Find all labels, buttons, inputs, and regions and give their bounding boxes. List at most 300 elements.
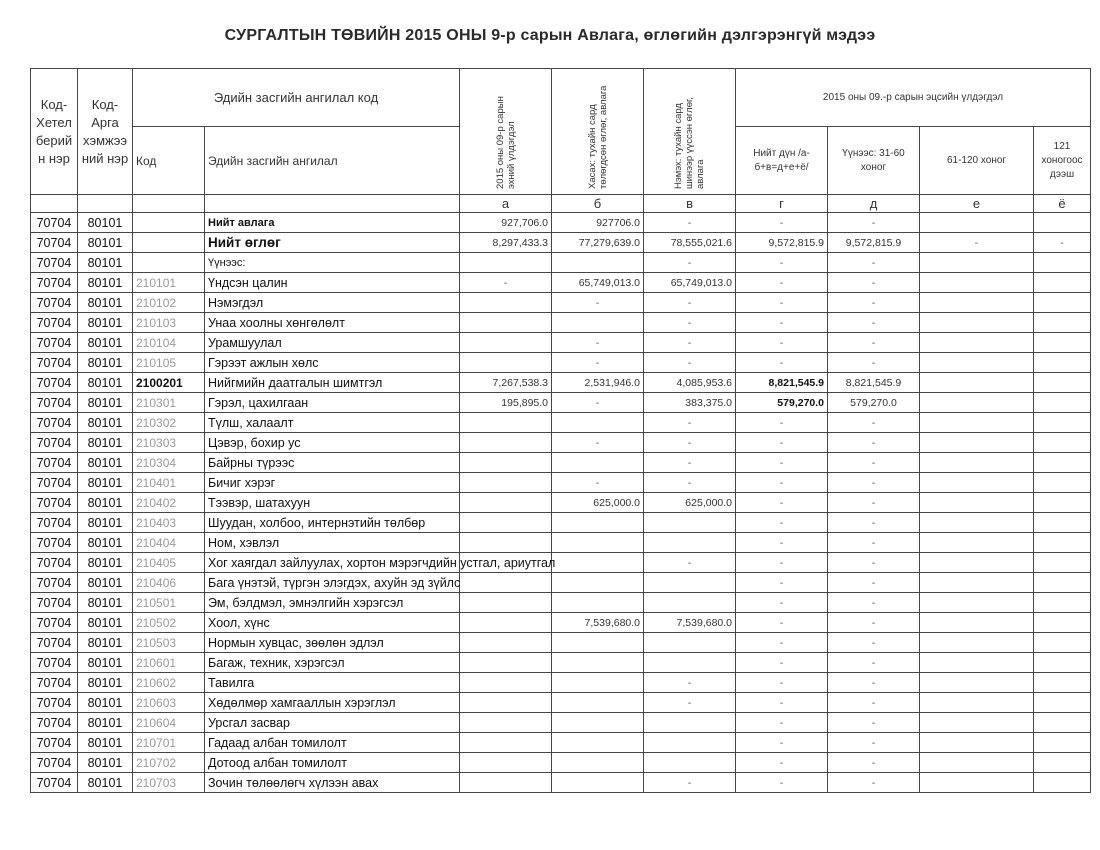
cell-program: 70704	[31, 293, 78, 313]
cell-name: Дотоод албан томилолт	[205, 753, 460, 773]
cell-decrease	[552, 713, 644, 733]
cell-121	[1034, 693, 1091, 713]
cell-121	[1034, 593, 1091, 613]
cell-31-60: -	[828, 653, 920, 673]
table-row	[31, 233, 1091, 253]
cell-name: Багаж, техник, хэрэгсэл	[205, 653, 460, 673]
cell-121	[1034, 253, 1091, 273]
cell-decrease	[552, 513, 644, 533]
cell-61-120	[920, 373, 1034, 393]
cell-name: Нийт өглөг	[205, 233, 460, 253]
cell-total: -	[736, 293, 828, 313]
table-row	[31, 673, 1091, 693]
cell-increase: 383,375.0	[644, 393, 736, 413]
cell-decrease: -	[552, 293, 644, 313]
letter-d: д	[828, 195, 920, 213]
cell-code: 210101	[133, 273, 205, 293]
cell-increase: -	[644, 213, 736, 233]
cell-121	[1034, 313, 1091, 333]
cell-31-60: -	[828, 633, 920, 653]
cell-increase: -	[644, 253, 736, 273]
cell-61-120	[920, 613, 1034, 633]
cell-activity: 80101	[78, 573, 133, 593]
cell-activity: 80101	[78, 493, 133, 513]
cell-name: Үндсэн цалин	[205, 273, 460, 293]
cell-program: 70704	[31, 653, 78, 673]
cell-total: -	[736, 633, 828, 653]
cell-121	[1034, 393, 1091, 413]
cell-61-120	[920, 673, 1034, 693]
cell-activity: 80101	[78, 753, 133, 773]
letter-b: б	[552, 195, 644, 213]
cell-activity: 80101	[78, 673, 133, 693]
cell-activity: 80101	[78, 593, 133, 613]
cell-activity: 80101	[78, 213, 133, 233]
cell-decrease	[552, 633, 644, 653]
cell-total: -	[736, 673, 828, 693]
cell-61-120	[920, 513, 1034, 533]
cell-total: -	[736, 353, 828, 373]
cell-program: 70704	[31, 533, 78, 553]
col-header-increase: Нэмэх: тухайн сард шинээр үүссэн өглөг, авлага	[644, 69, 736, 195]
cell-name: Бичиг хэрэг	[205, 473, 460, 493]
cell-code: 210601	[133, 653, 205, 673]
cell-code: 210702	[133, 753, 205, 773]
cell-opening: 7,267,538.3	[460, 373, 552, 393]
cell-decrease: 927706.0	[552, 213, 644, 233]
cell-decrease	[552, 773, 644, 793]
cell-activity: 80101	[78, 293, 133, 313]
cell-opening	[460, 753, 552, 773]
cell-name: Түлш, халаалт	[205, 413, 460, 433]
cell-31-60: -	[828, 753, 920, 773]
cell-increase: -	[644, 413, 736, 433]
cell-121	[1034, 513, 1091, 533]
cell-opening	[460, 253, 552, 273]
cell-program: 70704	[31, 413, 78, 433]
cell-code: 210403	[133, 513, 205, 533]
cell-activity: 80101	[78, 433, 133, 453]
cell-total: -	[736, 213, 828, 233]
cell-61-120	[920, 733, 1034, 753]
cell-name: Унаа хоолны хөнгөлөлт	[205, 313, 460, 333]
cell-name: Шуудан, холбоо, интернэтийн төлбөр	[205, 513, 460, 533]
cell-code: 210503	[133, 633, 205, 653]
cell-61-120	[920, 393, 1034, 413]
cell-31-60: -	[828, 693, 920, 713]
cell-opening	[460, 633, 552, 653]
cell-program: 70704	[31, 593, 78, 613]
cell-61-120	[920, 693, 1034, 713]
cell-31-60: -	[828, 673, 920, 693]
table-row	[31, 273, 1091, 293]
cell-decrease	[552, 533, 644, 553]
cell-61-120	[920, 353, 1034, 373]
cell-total: -	[736, 693, 828, 713]
cell-code: 210604	[133, 713, 205, 733]
cell-name: Нийт авлага	[205, 213, 460, 233]
cell-decrease	[552, 733, 644, 753]
cell-name: Гадаад албан томилолт	[205, 733, 460, 753]
cell-opening	[460, 513, 552, 533]
cell-increase: -	[644, 333, 736, 353]
cell-121	[1034, 213, 1091, 233]
letter-e: е	[920, 195, 1034, 213]
cell-program: 70704	[31, 393, 78, 413]
cell-total: -	[736, 333, 828, 353]
cell-31-60: -	[828, 413, 920, 433]
cell-activity: 80101	[78, 553, 133, 573]
cell-121	[1034, 433, 1091, 453]
cell-increase	[644, 633, 736, 653]
cell-61-120	[920, 413, 1034, 433]
cell-code: 210304	[133, 453, 205, 473]
cell-code: 210402	[133, 493, 205, 513]
cell-opening: 927,706.0	[460, 213, 552, 233]
table-row	[31, 393, 1091, 413]
table-row	[31, 293, 1091, 313]
cell-total: -	[736, 533, 828, 553]
cell-31-60: -	[828, 513, 920, 533]
cell-name: Нийгмийн даатгалын шимтгэл	[205, 373, 460, 393]
cell-activity: 80101	[78, 613, 133, 633]
cell-decrease: -	[552, 433, 644, 453]
cell-opening	[460, 613, 552, 633]
cell-decrease	[552, 553, 644, 573]
cell-decrease: -	[552, 393, 644, 413]
cell-activity: 80101	[78, 353, 133, 373]
cell-total: -	[736, 613, 828, 633]
cell-program: 70704	[31, 313, 78, 333]
cell-increase: -	[644, 693, 736, 713]
cell-opening	[460, 653, 552, 673]
cell-61-120	[920, 493, 1034, 513]
cell-61-120	[920, 753, 1034, 773]
cell-code: 210103	[133, 313, 205, 333]
cell-61-120	[920, 253, 1034, 273]
cell-total: -	[736, 773, 828, 793]
cell-increase: -	[644, 353, 736, 373]
table-row	[31, 313, 1091, 333]
cell-activity: 80101	[78, 513, 133, 533]
cell-opening: 8,297,433.3	[460, 233, 552, 253]
cell-opening	[460, 313, 552, 333]
cell-code: 210105	[133, 353, 205, 373]
table-row	[31, 573, 1091, 593]
cell-31-60: -	[828, 333, 920, 353]
cell-program: 70704	[31, 373, 78, 393]
cell-program: 70704	[31, 773, 78, 793]
cell-program: 70704	[31, 713, 78, 733]
cell-code	[133, 213, 205, 233]
cell-31-60: -	[828, 553, 920, 573]
cell-code: 210104	[133, 333, 205, 353]
cell-121	[1034, 333, 1091, 353]
cell-activity: 80101	[78, 373, 133, 393]
col-header-61-120-days: 61-120 хоног	[920, 127, 1034, 195]
col-header-121-days: 121 хоногоос дээш	[1034, 127, 1091, 195]
cell-121	[1034, 633, 1091, 653]
cell-program: 70704	[31, 493, 78, 513]
cell-opening	[460, 673, 552, 693]
cell-31-60: -	[828, 493, 920, 513]
table-body	[31, 213, 1091, 793]
cell-31-60: -	[828, 713, 920, 733]
cell-program: 70704	[31, 693, 78, 713]
cell-opening	[460, 413, 552, 433]
cell-decrease	[552, 673, 644, 693]
table-row	[31, 653, 1091, 673]
cell-total: -	[736, 413, 828, 433]
cell-increase	[644, 593, 736, 613]
cell-program: 70704	[31, 633, 78, 653]
cell-program: 70704	[31, 453, 78, 473]
letter-yo: ё	[1034, 195, 1091, 213]
cell-opening	[460, 333, 552, 353]
cell-increase	[644, 713, 736, 733]
cell-code: 210302	[133, 413, 205, 433]
cell-decrease	[552, 753, 644, 773]
table-row	[31, 593, 1091, 613]
cell-61-120	[920, 773, 1034, 793]
table-row	[31, 253, 1091, 273]
cell-31-60: -	[828, 473, 920, 493]
cell-activity: 80101	[78, 273, 133, 293]
cell-name: Гэрээт ажлын хөлс	[205, 353, 460, 373]
cell-61-120	[920, 293, 1034, 313]
cell-name: Тээвэр, шатахуун	[205, 493, 460, 513]
cell-increase	[644, 513, 736, 533]
cell-program: 70704	[31, 433, 78, 453]
table-row	[31, 413, 1091, 433]
cell-increase: -	[644, 453, 736, 473]
cell-activity: 80101	[78, 473, 133, 493]
cell-name: Урсгал засвар	[205, 713, 460, 733]
cell-name: Урамшуулал	[205, 333, 460, 353]
col-header-31-60-days: Үүнээс: 31-60 хоног	[828, 127, 920, 195]
table-row	[31, 473, 1091, 493]
cell-61-120	[920, 573, 1034, 593]
cell-name: Хог хаягдал зайлуулах, хортон мэрэгчдийн устгал, ариутгал	[205, 553, 460, 573]
cell-activity: 80101	[78, 533, 133, 553]
cell-opening	[460, 433, 552, 453]
cell-61-120	[920, 633, 1034, 653]
cell-increase: 78,555,021.6	[644, 233, 736, 253]
cell-121	[1034, 613, 1091, 633]
cell-total: -	[736, 433, 828, 453]
cell-121	[1034, 293, 1091, 313]
cell-increase: -	[644, 673, 736, 693]
cell-61-120	[920, 453, 1034, 473]
col-header-econ-group: Эдийн засгийн ангилал код	[133, 69, 460, 127]
cell-31-60: -	[828, 293, 920, 313]
cell-total: -	[736, 313, 828, 333]
cell-61-120	[920, 213, 1034, 233]
cell-code: 210502	[133, 613, 205, 633]
cell-activity: 80101	[78, 253, 133, 273]
cell-opening	[460, 733, 552, 753]
cell-121	[1034, 353, 1091, 373]
cell-code	[133, 233, 205, 253]
cell-code: 210603	[133, 693, 205, 713]
table-row	[31, 613, 1091, 633]
cell-increase: 65,749,013.0	[644, 273, 736, 293]
cell-name: Зочин төлөөлөгч хүлээн авах	[205, 773, 460, 793]
cell-program: 70704	[31, 213, 78, 233]
col-header-activity: Код-Арга хэмжээ ний нэр	[78, 69, 133, 195]
cell-total: -	[736, 713, 828, 733]
cell-code: 210501	[133, 593, 205, 613]
cell-opening	[460, 693, 552, 713]
cell-activity: 80101	[78, 713, 133, 733]
cell-decrease	[552, 593, 644, 613]
cell-decrease: 2,531,946.0	[552, 373, 644, 393]
cell-decrease: -	[552, 333, 644, 353]
cell-increase: 625,000.0	[644, 493, 736, 513]
cell-opening	[460, 493, 552, 513]
cell-increase: -	[644, 433, 736, 453]
cell-program: 70704	[31, 553, 78, 573]
cell-121	[1034, 413, 1091, 433]
cell-total: 9,572,815.9	[736, 233, 828, 253]
table-row	[31, 353, 1091, 373]
cell-total: -	[736, 253, 828, 273]
cell-activity: 80101	[78, 653, 133, 673]
cell-61-120	[920, 433, 1034, 453]
cell-increase	[644, 573, 736, 593]
cell-increase: -	[644, 773, 736, 793]
cell-total: -	[736, 733, 828, 753]
cell-increase: -	[644, 553, 736, 573]
cell-increase	[644, 653, 736, 673]
cell-increase: 7,539,680.0	[644, 613, 736, 633]
cell-program: 70704	[31, 673, 78, 693]
cell-activity: 80101	[78, 453, 133, 473]
table-row	[31, 553, 1091, 573]
cell-opening	[460, 533, 552, 553]
cell-121	[1034, 653, 1091, 673]
cell-activity: 80101	[78, 393, 133, 413]
cell-decrease: 625,000.0	[552, 493, 644, 513]
cell-code: 2100201	[133, 373, 205, 393]
cell-activity: 80101	[78, 633, 133, 653]
cell-31-60: 9,572,815.9	[828, 233, 920, 253]
table-row	[31, 713, 1091, 733]
cell-decrease	[552, 413, 644, 433]
cell-61-120	[920, 533, 1034, 553]
cell-opening	[460, 713, 552, 733]
cell-61-120	[920, 653, 1034, 673]
cell-decrease	[552, 693, 644, 713]
table-row	[31, 693, 1091, 713]
cell-decrease: 7,539,680.0	[552, 613, 644, 633]
cell-total: -	[736, 653, 828, 673]
table-row	[31, 333, 1091, 353]
cell-increase	[644, 533, 736, 553]
cell-121	[1034, 373, 1091, 393]
cell-61-120	[920, 553, 1034, 573]
cell-program: 70704	[31, 233, 78, 253]
letter-g: г	[736, 195, 828, 213]
cell-121	[1034, 673, 1091, 693]
cell-31-60: -	[828, 573, 920, 593]
cell-31-60: -	[828, 593, 920, 613]
cell-name: Нэмэгдэл	[205, 293, 460, 313]
cell-increase: -	[644, 473, 736, 493]
cell-increase	[644, 733, 736, 753]
cell-opening	[460, 353, 552, 373]
cell-121	[1034, 713, 1091, 733]
cell-121	[1034, 533, 1091, 553]
cell-31-60: -	[828, 533, 920, 553]
cell-code: 210701	[133, 733, 205, 753]
cell-name: Ном, хэвлэл	[205, 533, 460, 553]
cell-activity: 80101	[78, 733, 133, 753]
cell-name: Цэвэр, бохир ус	[205, 433, 460, 453]
cell-31-60: -	[828, 773, 920, 793]
cell-program: 70704	[31, 613, 78, 633]
cell-31-60: -	[828, 733, 920, 753]
cell-decrease	[552, 313, 644, 333]
cell-121	[1034, 493, 1091, 513]
receivables-payables-table	[30, 68, 1091, 793]
letter-v: в	[644, 195, 736, 213]
col-header-opening-balance: 2015 оны 09-р сарын эхний үлдэгдэл	[460, 69, 552, 195]
table-row	[31, 433, 1091, 453]
cell-program: 70704	[31, 733, 78, 753]
cell-activity: 80101	[78, 773, 133, 793]
cell-name: Үүнээс:	[205, 253, 460, 273]
col-header-program: Код-Хетел берий н нэр	[31, 69, 78, 195]
cell-31-60: 8,821,545.9	[828, 373, 920, 393]
cell-31-60: -	[828, 433, 920, 453]
table-row	[31, 733, 1091, 753]
table-row	[31, 633, 1091, 653]
cell-code: 210102	[133, 293, 205, 313]
cell-total: -	[736, 493, 828, 513]
cell-total: -	[736, 273, 828, 293]
cell-program: 70704	[31, 573, 78, 593]
cell-31-60: -	[828, 213, 920, 233]
cell-name: Эм, бэлдмэл, эмнэлгийн хэрэгсэл	[205, 593, 460, 613]
cell-activity: 80101	[78, 333, 133, 353]
cell-name: Нормын хувцас, зөөлөн эдлэл	[205, 633, 460, 653]
col-header-code: Код	[133, 127, 205, 195]
cell-121	[1034, 733, 1091, 753]
cell-61-120	[920, 713, 1034, 733]
cell-activity: 80101	[78, 233, 133, 253]
cell-61-120	[920, 473, 1034, 493]
cell-31-60: -	[828, 453, 920, 473]
cell-decrease	[552, 253, 644, 273]
cell-61-120	[920, 273, 1034, 293]
cell-121	[1034, 773, 1091, 793]
col-header-econ-class: Эдийн засгийн ангилал	[205, 127, 460, 195]
cell-decrease: -	[552, 353, 644, 373]
table-row	[31, 513, 1091, 533]
cell-name: Гэрэл, цахилгаан	[205, 393, 460, 413]
cell-code	[133, 253, 205, 273]
cell-121	[1034, 453, 1091, 473]
cell-31-60: -	[828, 253, 920, 273]
cell-total: -	[736, 553, 828, 573]
cell-increase: -	[644, 313, 736, 333]
cell-decrease: 77,279,639.0	[552, 233, 644, 253]
cell-code: 210405	[133, 553, 205, 573]
cell-total: -	[736, 453, 828, 473]
table-row	[31, 753, 1091, 773]
cell-61-120	[920, 593, 1034, 613]
